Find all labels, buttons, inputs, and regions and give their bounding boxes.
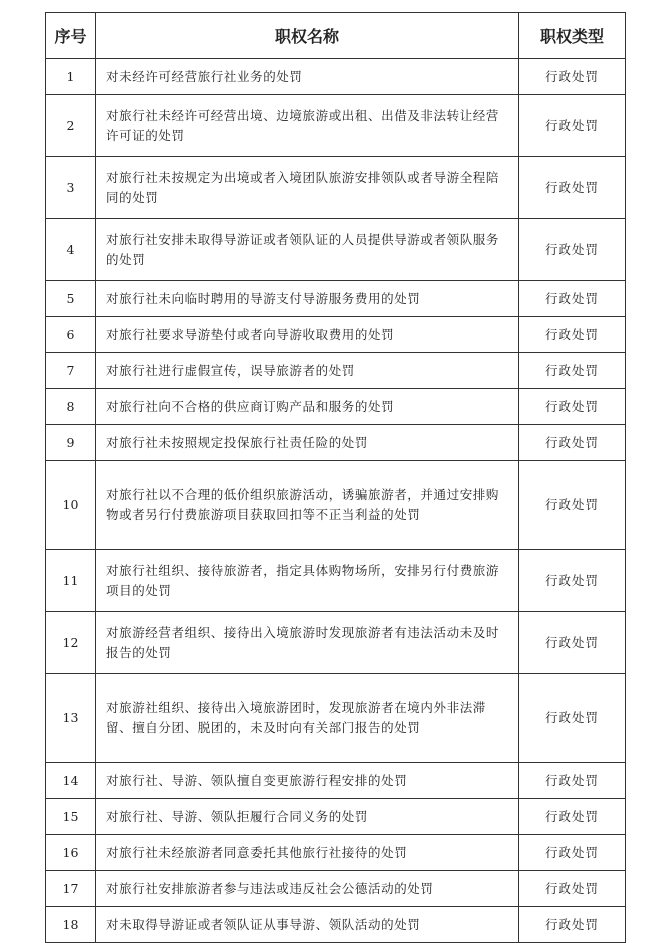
row-num: 1 xyxy=(46,59,96,95)
row-name: 对旅行社未向临时聘用的导游支付导游服务费用的处罚 xyxy=(96,281,519,317)
row-name: 对旅行社要求导游垫付或者向导游收取费用的处罚 xyxy=(96,317,519,353)
row-name: 对旅行社、导游、领队拒履行合同义务的处罚 xyxy=(96,799,519,835)
row-type: 行政处罚 xyxy=(519,907,626,943)
table-row xyxy=(46,612,626,674)
row-name: 对旅行社未按规定为出境或者入境团队旅游安排领队或者导游全程陪同的处罚 xyxy=(96,157,519,219)
table-row xyxy=(46,219,626,281)
table-row xyxy=(46,353,626,389)
row-num: 8 xyxy=(46,389,96,425)
row-num: 11 xyxy=(46,550,96,612)
row-name: 对旅行社组织、接待旅游者，指定具体购物场所，安排另行付费旅游项目的处罚 xyxy=(96,550,519,612)
row-type: 行政处罚 xyxy=(519,157,626,219)
row-name: 对旅行社以不合理的低价组织旅游活动，诱骗旅游者，并通过安排购物或者另行付费旅游项目获取回扣等不正当利益的处罚 xyxy=(96,461,519,550)
row-type: 行政处罚 xyxy=(519,389,626,425)
powers-table xyxy=(45,12,626,943)
table-row xyxy=(46,763,626,799)
row-name: 对旅行社安排未取得导游证或者领队证的人员提供导游或者领队服务的处罚 xyxy=(96,219,519,281)
row-name: 对旅行社向不合格的供应商订购产品和服务的处罚 xyxy=(96,389,519,425)
row-name: 对旅行社进行虚假宣传，误导旅游者的处罚 xyxy=(96,353,519,389)
table-row xyxy=(46,59,626,95)
table-row xyxy=(46,907,626,943)
row-type: 行政处罚 xyxy=(519,353,626,389)
row-num: 14 xyxy=(46,763,96,799)
table-row xyxy=(46,389,626,425)
row-name: 对旅游社组织、接待出入境旅游团时，发现旅游者在境内外非法滞留、擅自分团、脱团的，未及时向有关部门报告的处罚 xyxy=(96,674,519,763)
table-row xyxy=(46,674,626,763)
row-num: 6 xyxy=(46,317,96,353)
row-type: 行政处罚 xyxy=(519,425,626,461)
row-name: 对未取得导游证或者领队证从事导游、领队活动的处罚 xyxy=(96,907,519,943)
row-type: 行政处罚 xyxy=(519,461,626,550)
header-row xyxy=(46,13,626,59)
table-row xyxy=(46,461,626,550)
table-row xyxy=(46,95,626,157)
table-row xyxy=(46,317,626,353)
table-row xyxy=(46,799,626,835)
table-row xyxy=(46,281,626,317)
row-name: 对旅行社未经旅游者同意委托其他旅行社接待的处罚 xyxy=(96,835,519,871)
row-name: 对未经许可经营旅行社业务的处罚 xyxy=(96,59,519,95)
row-type: 行政处罚 xyxy=(519,317,626,353)
header-num: 序号 xyxy=(46,13,96,59)
row-num: 17 xyxy=(46,871,96,907)
row-type: 行政处罚 xyxy=(519,799,626,835)
row-num: 16 xyxy=(46,835,96,871)
row-num: 18 xyxy=(46,907,96,943)
row-num: 3 xyxy=(46,157,96,219)
table-row xyxy=(46,550,626,612)
row-type: 行政处罚 xyxy=(519,612,626,674)
row-type: 行政处罚 xyxy=(519,219,626,281)
row-name: 对旅行社、导游、领队擅自变更旅游行程安排的处罚 xyxy=(96,763,519,799)
row-num: 5 xyxy=(46,281,96,317)
table-row xyxy=(46,425,626,461)
row-name: 对旅行社未经许可经营出境、边境旅游或出租、出借及非法转让经营许可证的处罚 xyxy=(96,95,519,157)
row-type: 行政处罚 xyxy=(519,871,626,907)
row-type: 行政处罚 xyxy=(519,95,626,157)
row-type: 行政处罚 xyxy=(519,550,626,612)
row-num: 7 xyxy=(46,353,96,389)
row-type: 行政处罚 xyxy=(519,281,626,317)
row-num: 9 xyxy=(46,425,96,461)
table-row xyxy=(46,835,626,871)
row-num: 13 xyxy=(46,674,96,763)
header-name: 职权名称 xyxy=(96,13,519,59)
row-type: 行政处罚 xyxy=(519,674,626,763)
row-type: 行政处罚 xyxy=(519,763,626,799)
row-name: 对旅行社安排旅游者参与违法或违反社会公德活动的处罚 xyxy=(96,871,519,907)
table-row xyxy=(46,157,626,219)
row-num: 12 xyxy=(46,612,96,674)
row-num: 2 xyxy=(46,95,96,157)
row-num: 15 xyxy=(46,799,96,835)
row-num: 10 xyxy=(46,461,96,550)
table-row xyxy=(46,871,626,907)
row-type: 行政处罚 xyxy=(519,59,626,95)
row-name: 对旅行社未按照规定投保旅行社责任险的处罚 xyxy=(96,425,519,461)
header-type: 职权类型 xyxy=(519,13,626,59)
row-type: 行政处罚 xyxy=(519,835,626,871)
row-num: 4 xyxy=(46,219,96,281)
row-name: 对旅游经营者组织、接待出入境旅游时发现旅游者有违法活动未及时报告的处罚 xyxy=(96,612,519,674)
